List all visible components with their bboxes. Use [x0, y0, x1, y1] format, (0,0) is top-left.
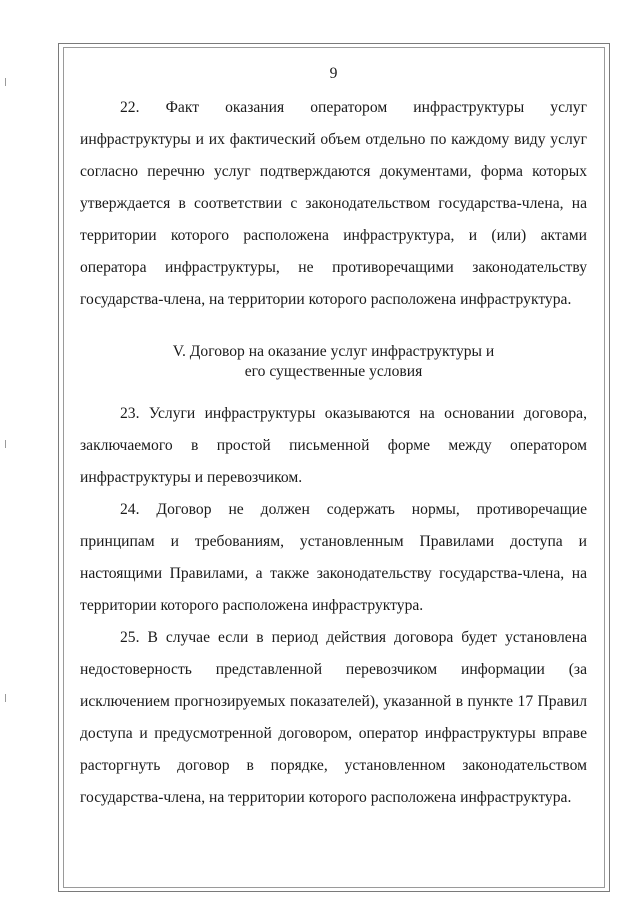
margin-tick	[5, 78, 6, 86]
document-body	[80, 58, 587, 814]
section-heading-line-1: V. Договор на оказание услуг инфраструктуры и	[172, 343, 495, 360]
paragraph-23: 23. Услуги инфраструктуры оказываются на основании договора, заключаемого в простой письменной форме между оператором инфраструктуры и перевозчиком.	[80, 405, 587, 486]
paragraph-24: 24. Договор не должен содержать нормы, противоречащие принципам и требованиям, установленным Правилами доступа и настоящими Правилами, а также законодательству государства-члена, на территории которого расположена инфраструктура.	[80, 501, 587, 614]
margin-tick	[5, 694, 6, 702]
page-number: 9	[329, 65, 338, 82]
margin-tick	[5, 440, 6, 448]
section-heading	[80, 342, 587, 382]
paragraph-22: 22. Факт оказания оператором инфраструктуры услуг инфраструктуры и их фактический объем отдельно по каждому виду услуг согласно перечню услуг подтверждаются документами, форма которых утверждается в соответствии с законодательством государства-члена, на территории которого расположена инфраструктура, и (или) актами оператора инфраструктуры, не противоречащими законодательству государства-члена, на территории которого расположена инфраструктура.	[80, 99, 587, 308]
paragraph-25: 25. В случае если в период действия договора будет установлена недостоверность представленной перевозчиком информации (за исключением прогнозируемых показателей), указанной в пункте 17 Правил доступа и предусмотренной договором, оператор инфраструктуры вправе расторгнуть договор в порядке, установленном законодательством государства-члена, на территории которого расположена инфраструктура.	[80, 629, 587, 806]
section-heading-line-2: его существенные условия	[244, 363, 423, 380]
